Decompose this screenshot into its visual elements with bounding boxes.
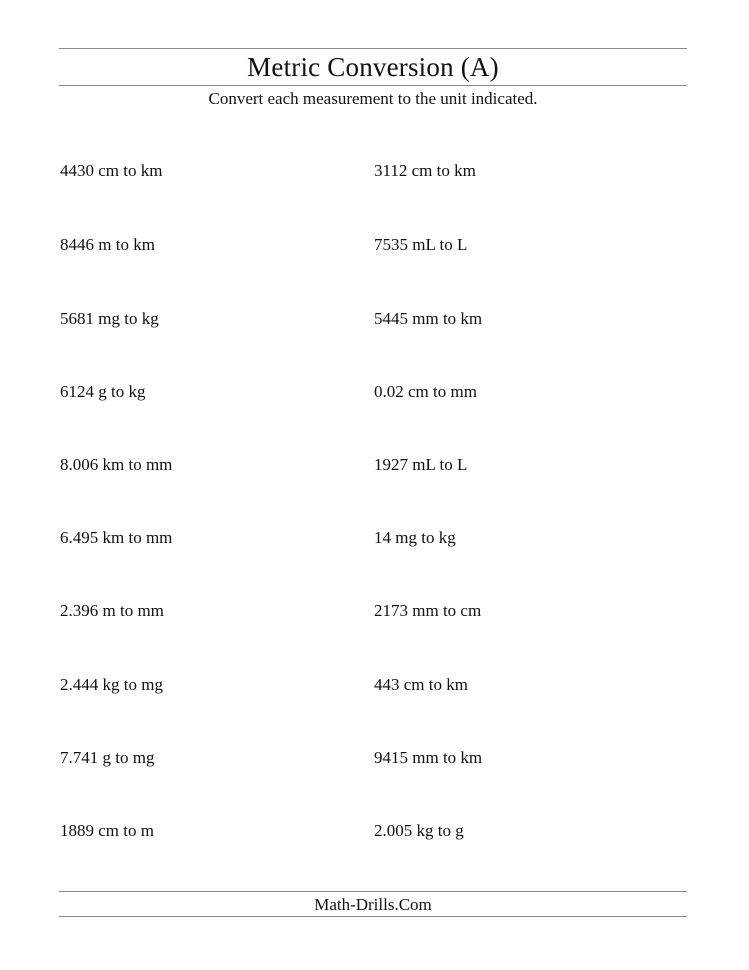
problem-left-4: 6124 g to kg xyxy=(60,382,146,401)
problem-right-3: 5445 mm to km xyxy=(374,309,483,328)
problem-right-4: 0.02 cm to mm xyxy=(374,382,477,401)
problem-right-5: 1927 mL to L xyxy=(374,455,468,474)
problem-right-7: 2173 mm to cm xyxy=(374,601,482,620)
problem-left-6: 6.495 km to mm xyxy=(60,528,173,547)
title-underline-rule xyxy=(59,85,687,86)
problem-left-1: 4430 cm to km xyxy=(60,161,163,180)
worksheet-instructions: Convert each measurement to the unit indicated. xyxy=(208,89,538,108)
footer-top-rule xyxy=(59,891,687,892)
problem-right-9: 9415 mm to km xyxy=(374,748,483,767)
problem-left-9: 7.741 g to mg xyxy=(60,748,155,767)
problem-right-2: 7535 mL to L xyxy=(374,235,468,254)
top-rule xyxy=(59,48,687,49)
problem-left-2: 8446 m to km xyxy=(60,235,155,254)
footer-bottom-rule xyxy=(59,916,687,917)
problem-right-10: 2.005 kg to g xyxy=(374,821,464,840)
problem-right-1: 3112 cm to km xyxy=(374,161,476,180)
footer-site-name: Math-Drills.Com xyxy=(314,895,432,914)
problem-left-5: 8.006 km to mm xyxy=(60,455,173,474)
problem-left-7: 2.396 m to mm xyxy=(60,601,164,620)
problem-left-3: 5681 mg to kg xyxy=(60,309,159,328)
problem-left-8: 2.444 kg to mg xyxy=(60,675,163,694)
worksheet-title: Metric Conversion (A) xyxy=(247,52,499,82)
problem-right-6: 14 mg to kg xyxy=(374,528,456,547)
problem-left-10: 1889 cm to m xyxy=(60,821,154,840)
problem-right-8: 443 cm to km xyxy=(374,675,468,694)
